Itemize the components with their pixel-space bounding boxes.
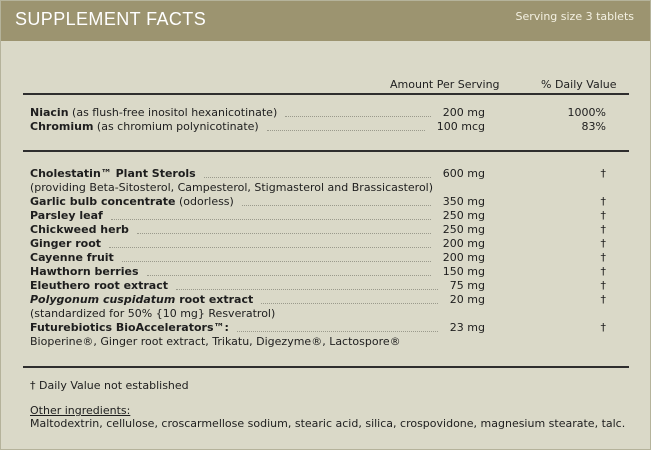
ingredient-daily-value: †	[600, 223, 606, 236]
vitamin-name: Niacin (as flush-free inositol hexanicotinate)	[30, 106, 278, 119]
ingredient-name: Chickweed herb	[30, 223, 129, 236]
ingredient-note: Bioperine®, Ginger root extract, Trikatu, Digezyme®, Lactospore®	[30, 335, 401, 348]
ingredient-name: Eleuthero root extract	[30, 279, 169, 292]
ingredient-amount: 75 mg	[449, 279, 485, 292]
ingredient-note: (standardized for 50% {10 mg} Resveratrol)	[30, 307, 276, 320]
vitamin-name: Chromium (as chromium polynicotinate)	[30, 120, 259, 133]
ingredient-row	[30, 237, 610, 251]
dot-leader	[109, 247, 431, 248]
dot-leader	[176, 289, 438, 290]
dot-leader	[242, 205, 431, 206]
panel-title: SUPPLEMENT FACTS	[15, 9, 207, 29]
ingredient-amount: 23 mg	[449, 321, 485, 334]
vitamin-amount: 100 mcg	[436, 120, 485, 133]
ingredient-name-italic: Polygonum cuspidatum	[30, 293, 176, 306]
ingredient-daily-value: †	[600, 293, 606, 306]
ingredient-suffix: (odorless)	[179, 195, 234, 208]
daily-value-column-header: % Daily Value	[541, 78, 617, 91]
ingredient-name: Garlic bulb concentrate (odorless)	[30, 195, 234, 208]
ingredient-row	[30, 251, 610, 265]
vitamin-detail: (as flush-free inositol hexanicotinate)	[72, 106, 278, 119]
ingredient-daily-value: †	[600, 321, 606, 334]
dot-leader	[111, 219, 431, 220]
ingredient-amount: 150 mg	[442, 265, 485, 278]
ingredient-amount: 20 mg	[449, 293, 485, 306]
vitamin-daily-value: 83%	[581, 120, 606, 133]
ingredient-amount: 350 mg	[442, 195, 485, 208]
vitamin-row	[30, 106, 610, 120]
ingredient-daily-value: †	[600, 279, 606, 292]
amount-column-header: Amount Per Serving	[390, 78, 500, 91]
divider-middle	[23, 150, 629, 152]
other-ingredients-label: Other ingredients:	[30, 404, 131, 417]
ingredient-row	[30, 321, 610, 335]
serving-size: Serving size 3 tablets	[515, 10, 634, 23]
dot-leader	[267, 130, 425, 131]
ingredient-amount: 200 mg	[442, 237, 485, 250]
ingredient-name: Cholestatin™ Plant Sterols	[30, 167, 196, 180]
ingredient-row	[30, 209, 610, 223]
header-bar	[1, 1, 650, 41]
ingredient-row	[30, 279, 610, 293]
ingredient-name: Futurebiotics BioAccelerators™:	[30, 321, 229, 334]
ingredient-row	[30, 265, 610, 279]
dot-leader	[137, 233, 431, 234]
ingredient-amount: 200 mg	[442, 251, 485, 264]
divider-bottom	[23, 366, 629, 368]
ingredient-row	[30, 223, 610, 237]
ingredient-daily-value: †	[600, 195, 606, 208]
ingredient-name: Cayenne fruit	[30, 251, 114, 264]
ingredient-note: (providing Beta-Sitosterol, Campesterol, Stigmasterol and Brassicasterol)	[30, 181, 434, 194]
ingredient-amount: 250 mg	[442, 223, 485, 236]
vitamin-detail: (as chromium polynicotinate)	[96, 120, 259, 133]
ingredient-daily-value: †	[600, 237, 606, 250]
ingredient-daily-value: †	[600, 209, 606, 222]
daily-value-note: † Daily Value not established	[30, 379, 189, 392]
ingredient-row	[30, 195, 610, 209]
ingredient-name: Ginger root	[30, 237, 102, 250]
vitamin-amount: 200 mg	[442, 106, 485, 119]
ingredient-name: Hawthorn berries	[30, 265, 139, 278]
ingredient-amount: 250 mg	[442, 209, 485, 222]
dot-leader	[261, 303, 438, 304]
dot-leader	[204, 177, 431, 178]
ingredient-name: Parsley leaf	[30, 209, 103, 222]
divider-top	[23, 93, 629, 95]
vitamin-daily-value: 1000%	[567, 106, 606, 119]
ingredient-name: Polygonum cuspidatum root extract	[30, 293, 254, 306]
ingredient-row	[30, 167, 610, 181]
dot-leader	[237, 331, 438, 332]
vitamin-row	[30, 120, 610, 134]
ingredient-daily-value: †	[600, 251, 606, 264]
ingredient-row	[30, 293, 610, 307]
dot-leader	[122, 261, 431, 262]
other-ingredients-text: Maltodextrin, cellulose, croscarmellose sodium, stearic acid, silica, crospovidone, magnesium stearate, talc.	[30, 417, 626, 430]
ingredient-daily-value: †	[600, 265, 606, 278]
dot-leader	[147, 275, 431, 276]
ingredient-amount: 600 mg	[442, 167, 485, 180]
ingredient-daily-value: †	[600, 167, 606, 180]
dot-leader	[285, 116, 431, 117]
